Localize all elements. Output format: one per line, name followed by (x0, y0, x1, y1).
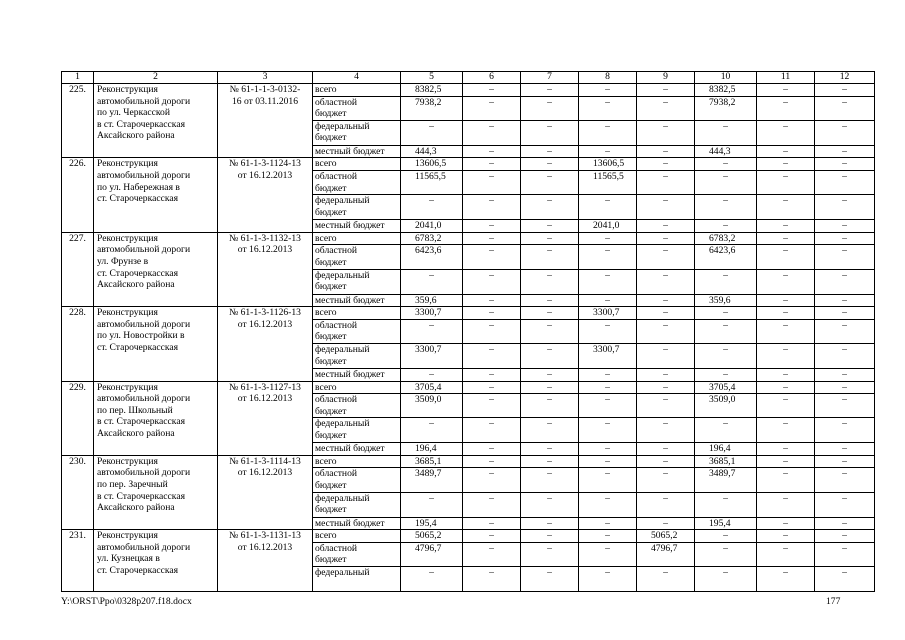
amount-cell: 3300,7 (401, 307, 463, 320)
empty-value-cell: – (815, 269, 875, 294)
expertise-reference: № 61-1-3-1114-13 от 16.12.2013 (218, 455, 313, 529)
empty-value-cell: – (757, 145, 815, 158)
empty-value-cell: – (757, 517, 815, 530)
empty-value-cell: – (757, 220, 815, 233)
header-cell: 8 (579, 72, 637, 84)
object-name: Реконструкция автомобильной дороги по пер. Школьный в ст. Старочеркасская Аксайского района (94, 381, 218, 455)
empty-value-cell: – (579, 381, 637, 394)
amount-cell: 444,3 (695, 145, 757, 158)
empty-value-cell: – (815, 294, 875, 307)
empty-value-cell: – (463, 145, 521, 158)
empty-value-cell: – (815, 145, 875, 158)
empty-value-cell: – (637, 381, 695, 394)
empty-value-cell: – (579, 443, 637, 456)
amount-cell: 13606,5 (579, 158, 637, 171)
amount-cell: 3705,4 (401, 381, 463, 394)
amount-cell: 4796,7 (401, 542, 463, 566)
empty-value-cell: – (521, 269, 579, 294)
empty-value-cell: – (637, 319, 695, 343)
empty-value-cell: – (521, 381, 579, 394)
amount-cell: 11565,5 (579, 170, 637, 194)
empty-value-cell: – (815, 343, 875, 368)
funding-source-label: федеральный бюджет (313, 418, 401, 443)
amount-cell: 6423,6 (695, 245, 757, 269)
amount-cell: 3489,7 (401, 468, 463, 492)
empty-value-cell: – (637, 567, 695, 592)
empty-value-cell: – (521, 145, 579, 158)
empty-value-cell: – (757, 294, 815, 307)
empty-value-cell: – (401, 368, 463, 381)
amount-cell: 196,4 (695, 443, 757, 456)
amount-cell: 7938,2 (695, 96, 757, 120)
empty-value-cell: – (463, 245, 521, 269)
empty-value-cell: – (695, 195, 757, 220)
empty-value-cell: – (463, 443, 521, 456)
empty-value-cell: – (637, 418, 695, 443)
empty-value-cell: – (757, 269, 815, 294)
amount-cell: 359,6 (695, 294, 757, 307)
empty-value-cell: – (521, 307, 579, 320)
amount-cell: 6783,2 (401, 232, 463, 245)
funding-source-label: местный бюджет (313, 220, 401, 233)
empty-value-cell: – (463, 195, 521, 220)
empty-value-cell: – (463, 307, 521, 320)
amount-cell: 3685,1 (401, 455, 463, 468)
amount-cell: 3685,1 (695, 455, 757, 468)
empty-value-cell: – (757, 542, 815, 566)
table-body (62, 72, 875, 592)
header-cell: 3 (218, 72, 313, 84)
footer-file-path: Y:\ORST\Ppo\0328p207.f18.docx (61, 596, 192, 607)
empty-value-cell: – (579, 195, 637, 220)
amount-cell: 444,3 (401, 145, 463, 158)
empty-value-cell: – (521, 319, 579, 343)
empty-value-cell: – (521, 418, 579, 443)
amount-cell: 3509,0 (401, 394, 463, 418)
funding-source-label: федеральный (313, 567, 401, 592)
empty-value-cell: – (401, 492, 463, 517)
budget-table (61, 71, 875, 592)
empty-value-cell: – (757, 195, 815, 220)
amount-cell: 2041,0 (579, 220, 637, 233)
empty-value-cell: – (695, 418, 757, 443)
empty-value-cell: – (463, 542, 521, 566)
empty-value-cell: – (463, 158, 521, 171)
empty-value-cell: – (579, 319, 637, 343)
amount-cell: 195,4 (401, 517, 463, 530)
amount-cell: 13606,5 (401, 158, 463, 171)
empty-value-cell: – (521, 84, 579, 97)
empty-value-cell: – (815, 120, 875, 145)
empty-value-cell: – (463, 343, 521, 368)
empty-value-cell: – (637, 294, 695, 307)
empty-value-cell: – (815, 468, 875, 492)
empty-value-cell: – (579, 530, 637, 543)
empty-value-cell: – (637, 145, 695, 158)
expertise-reference: № 61-1-3-1127-13 от 16.12.2013 (218, 381, 313, 455)
amount-cell: 6423,6 (401, 245, 463, 269)
empty-value-cell: – (521, 158, 579, 171)
amount-cell: 3300,7 (579, 307, 637, 320)
empty-value-cell: – (521, 567, 579, 592)
empty-value-cell: – (695, 158, 757, 171)
empty-value-cell: – (579, 232, 637, 245)
header-cell: 2 (94, 72, 218, 84)
empty-value-cell: – (637, 158, 695, 171)
empty-value-cell: – (463, 269, 521, 294)
empty-value-cell: – (757, 307, 815, 320)
empty-value-cell: – (521, 232, 579, 245)
empty-value-cell: – (757, 567, 815, 592)
empty-value-cell: – (579, 492, 637, 517)
empty-value-cell: – (579, 269, 637, 294)
header-cell: 10 (695, 72, 757, 84)
expertise-reference: № 61-1-1-3-0132- 16 от 03.11.2016 (218, 84, 313, 158)
empty-value-cell: – (521, 455, 579, 468)
funding-source-label: федеральный бюджет (313, 343, 401, 368)
empty-value-cell: – (757, 418, 815, 443)
empty-value-cell: – (463, 96, 521, 120)
empty-value-cell: – (401, 418, 463, 443)
amount-cell: 7938,2 (401, 96, 463, 120)
amount-cell: 3705,4 (695, 381, 757, 394)
empty-value-cell: – (695, 343, 757, 368)
empty-value-cell: – (521, 96, 579, 120)
amount-cell: 196,4 (401, 443, 463, 456)
empty-value-cell: – (637, 468, 695, 492)
empty-value-cell: – (815, 530, 875, 543)
header-cell: 5 (401, 72, 463, 84)
empty-value-cell: – (521, 443, 579, 456)
header-cell: 1 (62, 72, 94, 84)
object-name: Реконструкция автомобильной дороги по ул. Набережная в ст. Старочеркасская (94, 158, 218, 232)
empty-value-cell: – (463, 468, 521, 492)
empty-value-cell: – (757, 368, 815, 381)
empty-value-cell: – (637, 307, 695, 320)
funding-source-label: всего (313, 455, 401, 468)
empty-value-cell: – (815, 368, 875, 381)
empty-value-cell: – (815, 394, 875, 418)
empty-value-cell: – (463, 530, 521, 543)
amount-cell: 4796,7 (637, 542, 695, 566)
table-row (62, 84, 875, 97)
empty-value-cell: – (401, 319, 463, 343)
empty-value-cell: – (637, 269, 695, 294)
empty-value-cell: – (815, 158, 875, 171)
empty-value-cell: – (815, 455, 875, 468)
empty-value-cell: – (521, 530, 579, 543)
empty-value-cell: – (579, 145, 637, 158)
empty-value-cell: – (521, 343, 579, 368)
amount-cell: 8382,5 (401, 84, 463, 97)
empty-value-cell: – (401, 269, 463, 294)
table-row (62, 232, 875, 245)
empty-value-cell: – (695, 170, 757, 194)
amount-cell: 3300,7 (401, 343, 463, 368)
empty-value-cell: – (757, 96, 815, 120)
empty-value-cell: – (463, 120, 521, 145)
amount-cell: 5065,2 (637, 530, 695, 543)
empty-value-cell: – (637, 517, 695, 530)
empty-value-cell: – (695, 542, 757, 566)
empty-value-cell: – (757, 468, 815, 492)
object-name: Реконструкция автомобильной дороги ул. Фрунзе в ст. Старочеркасская Аксайского района (94, 232, 218, 306)
empty-value-cell: – (757, 170, 815, 194)
empty-value-cell: – (757, 319, 815, 343)
table-row (62, 158, 875, 171)
object-name: Реконструкция автомобильной дороги по пер. Заречный в ст. Старочеркасская Аксайского района (94, 455, 218, 529)
table-row (62, 307, 875, 320)
empty-value-cell: – (579, 418, 637, 443)
funding-source-label: местный бюджет (313, 294, 401, 307)
amount-cell: 8382,5 (695, 84, 757, 97)
amount-cell: 2041,0 (401, 220, 463, 233)
table-row (62, 455, 875, 468)
funding-source-label: федеральный бюджет (313, 195, 401, 220)
empty-value-cell: – (695, 368, 757, 381)
empty-value-cell: – (579, 84, 637, 97)
header-cell: 6 (463, 72, 521, 84)
funding-source-label: областной бюджет (313, 245, 401, 269)
empty-value-cell: – (815, 220, 875, 233)
expertise-reference: № 61-1-3-1132-13 от 16.12.2013 (218, 232, 313, 306)
empty-value-cell: – (463, 319, 521, 343)
empty-value-cell: – (579, 368, 637, 381)
empty-value-cell: – (463, 517, 521, 530)
empty-value-cell: – (521, 468, 579, 492)
empty-value-cell: – (757, 443, 815, 456)
empty-value-cell: – (815, 381, 875, 394)
empty-value-cell: – (463, 455, 521, 468)
empty-value-cell: – (757, 343, 815, 368)
empty-value-cell: – (579, 96, 637, 120)
funding-source-label: всего (313, 84, 401, 97)
empty-value-cell: – (579, 245, 637, 269)
empty-value-cell: – (815, 96, 875, 120)
empty-value-cell: – (757, 245, 815, 269)
empty-value-cell: – (521, 394, 579, 418)
empty-value-cell: – (815, 245, 875, 269)
amount-cell: 195,4 (695, 517, 757, 530)
funding-source-label: всего (313, 232, 401, 245)
empty-value-cell: – (521, 368, 579, 381)
empty-value-cell: – (757, 232, 815, 245)
funding-source-label: всего (313, 307, 401, 320)
empty-value-cell: – (579, 468, 637, 492)
empty-value-cell: – (815, 307, 875, 320)
funding-source-label: всего (313, 158, 401, 171)
empty-value-cell: – (757, 84, 815, 97)
empty-value-cell: – (521, 294, 579, 307)
funding-source-label: федеральный бюджет (313, 120, 401, 145)
empty-value-cell: – (521, 170, 579, 194)
empty-value-cell: – (815, 418, 875, 443)
empty-value-cell: – (757, 492, 815, 517)
empty-value-cell: – (815, 84, 875, 97)
expertise-reference: № 61-1-3-1126-13 от 16.12.2013 (218, 307, 313, 381)
header-cell: 7 (521, 72, 579, 84)
empty-value-cell: – (815, 319, 875, 343)
empty-value-cell: – (463, 368, 521, 381)
empty-value-cell: – (463, 220, 521, 233)
empty-value-cell: – (637, 394, 695, 418)
empty-value-cell: – (695, 120, 757, 145)
empty-value-cell: – (815, 492, 875, 517)
empty-value-cell: – (815, 567, 875, 592)
funding-source-label: местный бюджет (313, 517, 401, 530)
empty-value-cell: – (521, 195, 579, 220)
record-number: 226. (62, 158, 94, 232)
empty-value-cell: – (757, 158, 815, 171)
header-cell: 4 (313, 72, 401, 84)
empty-value-cell: – (401, 567, 463, 592)
empty-value-cell: – (463, 567, 521, 592)
table-row (62, 530, 875, 543)
funding-source-label: всего (313, 381, 401, 394)
empty-value-cell: – (637, 368, 695, 381)
column-number-row (62, 72, 875, 84)
empty-value-cell: – (815, 517, 875, 530)
amount-cell: 6783,2 (695, 232, 757, 245)
empty-value-cell: – (463, 84, 521, 97)
empty-value-cell: – (463, 232, 521, 245)
funding-source-label: областной бюджет (313, 468, 401, 492)
empty-value-cell: – (637, 195, 695, 220)
empty-value-cell: – (815, 542, 875, 566)
empty-value-cell: – (637, 232, 695, 245)
record-number: 231. (62, 530, 94, 592)
empty-value-cell: – (463, 294, 521, 307)
empty-value-cell: – (695, 492, 757, 517)
object-name: Реконструкция автомобильной дороги ул. Кузнецкая в ст. Старочеркасская (94, 530, 218, 592)
empty-value-cell: – (521, 542, 579, 566)
amount-cell: 5065,2 (401, 530, 463, 543)
empty-value-cell: – (637, 443, 695, 456)
empty-value-cell: – (695, 269, 757, 294)
empty-value-cell: – (579, 567, 637, 592)
header-cell: 12 (815, 72, 875, 84)
empty-value-cell: – (579, 517, 637, 530)
funding-source-label: областной бюджет (313, 394, 401, 418)
empty-value-cell: – (695, 567, 757, 592)
expertise-reference: № 61-1-3-1124-13 от 16.12.2013 (218, 158, 313, 232)
empty-value-cell: – (815, 195, 875, 220)
empty-value-cell: – (757, 455, 815, 468)
empty-value-cell: – (401, 120, 463, 145)
empty-value-cell: – (579, 542, 637, 566)
object-name: Реконструкция автомобильной дороги по ул. Новостройки в ст. Старочеркасская (94, 307, 218, 381)
empty-value-cell: – (463, 170, 521, 194)
amount-cell: 359,6 (401, 294, 463, 307)
empty-value-cell: – (521, 245, 579, 269)
empty-value-cell: – (521, 517, 579, 530)
amount-cell: 3489,7 (695, 468, 757, 492)
record-number: 225. (62, 84, 94, 158)
empty-value-cell: – (815, 170, 875, 194)
empty-value-cell: – (695, 530, 757, 543)
amount-cell: 11565,5 (401, 170, 463, 194)
empty-value-cell: – (521, 492, 579, 517)
empty-value-cell: – (637, 220, 695, 233)
funding-source-label: местный бюджет (313, 443, 401, 456)
record-number: 230. (62, 455, 94, 529)
empty-value-cell: – (757, 120, 815, 145)
empty-value-cell: – (695, 220, 757, 233)
expertise-reference: № 61-1-3-1131-13 от 16.12.2013 (218, 530, 313, 592)
empty-value-cell: – (401, 195, 463, 220)
object-name: Реконструкция автомобильной дороги по ул. Черкасской в ст. Старочеркасская Аксайского района (94, 84, 218, 158)
empty-value-cell: – (463, 381, 521, 394)
funding-source-label: областной бюджет (313, 170, 401, 194)
empty-value-cell: – (757, 394, 815, 418)
funding-source-label: местный бюджет (313, 368, 401, 381)
empty-value-cell: – (757, 530, 815, 543)
empty-value-cell: – (637, 170, 695, 194)
funding-source-label: областной бюджет (313, 542, 401, 566)
empty-value-cell: – (579, 455, 637, 468)
empty-value-cell: – (637, 343, 695, 368)
funding-source-label: областной бюджет (313, 96, 401, 120)
record-number: 229. (62, 381, 94, 455)
empty-value-cell: – (463, 418, 521, 443)
record-number: 228. (62, 307, 94, 381)
empty-value-cell: – (463, 394, 521, 418)
empty-value-cell: – (637, 455, 695, 468)
empty-value-cell: – (637, 84, 695, 97)
empty-value-cell: – (521, 120, 579, 145)
table-row (62, 381, 875, 394)
empty-value-cell: – (521, 220, 579, 233)
empty-value-cell: – (579, 394, 637, 418)
empty-value-cell: – (637, 492, 695, 517)
empty-value-cell: – (695, 319, 757, 343)
empty-value-cell: – (579, 294, 637, 307)
empty-value-cell: – (757, 381, 815, 394)
empty-value-cell: – (463, 492, 521, 517)
funding-source-label: местный бюджет (313, 145, 401, 158)
funding-source-label: областной бюджет (313, 319, 401, 343)
amount-cell: 3509,0 (695, 394, 757, 418)
amount-cell: 3300,7 (579, 343, 637, 368)
empty-value-cell: – (815, 232, 875, 245)
funding-source-label: федеральный бюджет (313, 492, 401, 517)
funding-source-label: всего (313, 530, 401, 543)
empty-value-cell: – (579, 120, 637, 145)
empty-value-cell: – (815, 443, 875, 456)
record-number: 227. (62, 232, 94, 306)
empty-value-cell: – (637, 120, 695, 145)
empty-value-cell: – (637, 96, 695, 120)
empty-value-cell: – (695, 307, 757, 320)
header-cell: 9 (637, 72, 695, 84)
header-cell: 11 (757, 72, 815, 84)
page-number: 177 (826, 596, 841, 607)
empty-value-cell: – (637, 245, 695, 269)
funding-source-label: федеральный бюджет (313, 269, 401, 294)
